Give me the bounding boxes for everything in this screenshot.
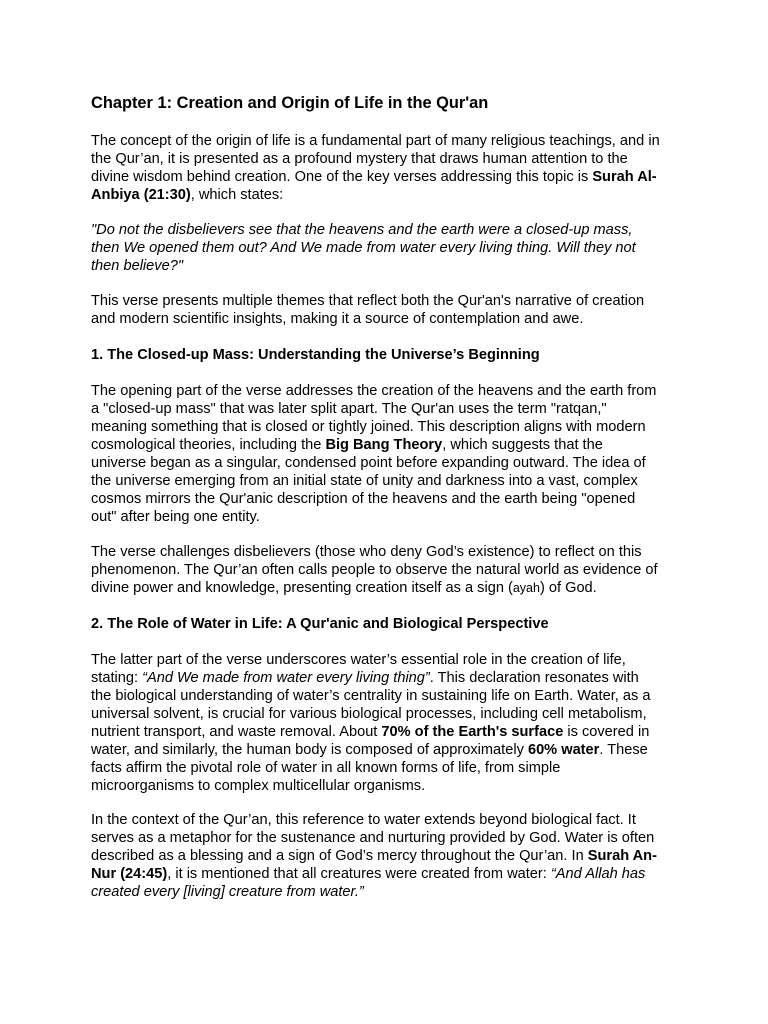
intro-line-3: divine wisdom behind creation. One of the key verses addressing this topic is Surah Al- (91, 169, 657, 185)
earth-surface-stat: 70% of the Earth's surface (381, 724, 564, 740)
s2p2-line-2: serves as a metaphor for the sustenance and nurturing provided by God. Water is often (91, 830, 655, 846)
section-2-paragraph-2 (91, 811, 657, 901)
section-1-heading: 1. The Closed-up Mass: Understanding the Universe’s Beginning (91, 347, 540, 363)
s1p2-line-3: divine power and knowledge, presenting creation itself as a sign (ayah) of God. (91, 580, 597, 596)
quote-line-2: then We opened them out? And We made from water every living thing. Will they not (91, 240, 636, 256)
s2p2-line-3: described as a blessing and a sign of God’s mercy throughout the Qur’an. In Surah An- (91, 848, 657, 864)
s1p2-line-2: phenomenon. The Qur’an often calls people to observe the natural world as evidence of (91, 562, 658, 578)
an-nur-quote-part-1: “And Allah has (550, 866, 646, 882)
big-bang-theory-term: Big Bang Theory (325, 437, 443, 453)
s1p1-line-3: meaning something that is closed or tightly joined. This description aligns with modern (91, 419, 646, 435)
s1p1-line-7: cosmos mirrors the Qur'anic description of the heavens and the earth being "opened (91, 491, 636, 507)
themes-line-1: This verse presents multiple themes that reflect both the Qur'an's narrative of creation (91, 293, 645, 309)
section-2-heading: 2. The Role of Water in Life: A Qur'anic and Biological Perspective (91, 616, 549, 632)
quote-line-1: "Do not the disbelievers see that the heavens and the earth were a closed-up mass, (91, 222, 633, 238)
intro-paragraph (91, 132, 660, 204)
s1p1-line-6: the universe emerging from an initial state of unity and darkness into a vast, complex (91, 473, 638, 489)
quote-line-3: then believe?" (91, 258, 184, 274)
surah-al-anbiya-ref: Surah Al- (592, 169, 657, 185)
intro-line-1: The concept of the origin of life is a fundamental part of many religious teachings, and in (91, 133, 660, 149)
s2p1-line-2: stating: “And We made from water every living thing”. This declaration resonates with (91, 670, 639, 686)
s2p1-line-4: universal solvent, is crucial for various biological processes, including cell metabolism, (91, 706, 647, 722)
an-nur-quote-part-2: created every [living] creature from water.” (91, 884, 364, 900)
s1p1-line-1: The opening part of the verse addresses the creation of the heavens and the earth from (91, 383, 657, 399)
surah-al-anbiya-number: Anbiya (21:30) (91, 187, 191, 203)
section-2-paragraph-1 (91, 651, 650, 795)
verse-quote (91, 221, 636, 275)
s1p1-line-2: a "closed-up mass" that was later split apart. The Qur'an uses the term "ratqan," (91, 401, 607, 417)
s1p1-line-5: universe began as a singular, condensed point before expanding outward. The idea of (91, 455, 646, 471)
s2p1-line-5: nutrient transport, and waste removal. About 70% of the Earth's surface is covered in (91, 724, 650, 740)
section-1-paragraph-1 (91, 382, 656, 526)
water-verse-quote: “And We made from water every living thing” (142, 670, 430, 686)
s1p1-line-8: out" after being one entity. (91, 509, 260, 525)
s2p2-line-4: Nur (24:45), it is mentioned that all creatures were created from water: “And Allah has (91, 866, 646, 882)
surah-an-nur-ref: Surah An- (587, 848, 657, 864)
surah-an-nur-number: Nur (24:45) (91, 866, 168, 882)
s2p1-line-7: facts affirm the pivotal role of water in all known forms of life, from simple (91, 760, 561, 776)
body-water-stat: 60% water (527, 742, 600, 758)
s2p1-line-3: the biological understanding of water’s centrality in sustaining life on Earth. Water, as a (91, 688, 651, 704)
intro-line-4: Anbiya (21:30), which states: (91, 187, 284, 203)
themes-line-2: and modern scientific insights, making it a source of contemplation and awe. (91, 311, 584, 327)
s2p2-line-1: In the context of the Qur’an, this reference to water extends beyond biological fact. It (91, 812, 636, 828)
s2p1-line-8: microorganisms to complex multicellular organisms. (91, 778, 426, 794)
intro-line-2: the Qur’an, it is presented as a profound mystery that draws human attention to the (91, 151, 628, 167)
chapter-title: Chapter 1: Creation and Origin of Life in the Qur'an (91, 94, 489, 112)
themes-paragraph (91, 292, 644, 328)
s1p2-line-1: The verse challenges disbelievers (those who deny God’s existence) to reflect on this (91, 544, 642, 560)
s2p1-line-1: The latter part of the verse underscores water’s essential role in the creation of life, (91, 652, 626, 668)
s1p1-line-4: cosmological theories, including the Big Bang Theory, which suggests that the (91, 437, 603, 453)
s2p1-line-6: water, and similarly, the human body is composed of approximately 60% water. These (91, 742, 648, 758)
ayah-term: ayah (512, 581, 540, 595)
section-1-paragraph-2 (91, 543, 658, 597)
